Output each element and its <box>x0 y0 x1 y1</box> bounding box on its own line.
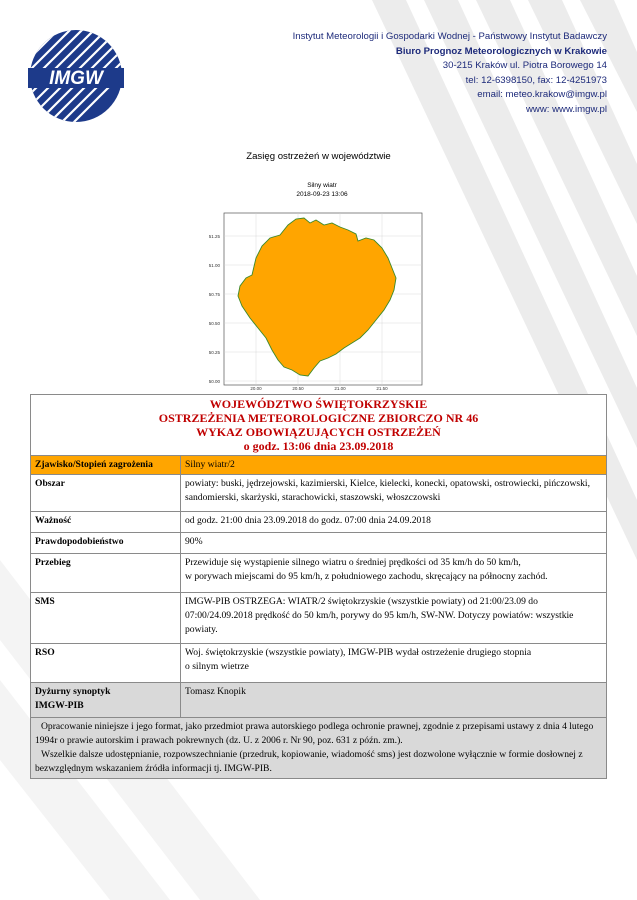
logo-text: IMGW <box>49 68 103 89</box>
institute-header <box>207 30 607 118</box>
rso-line: Woj. świętokrzyskie (wszystkie powiaty), IMGW-PIB wydał ostrzeżenie drugiego stopnia <box>185 647 532 658</box>
area-row <box>31 475 607 512</box>
duty-forecaster-row <box>31 683 607 718</box>
duty-label-line: IMGW-PIB <box>35 700 84 711</box>
bulletin-title-line: WYKAZ OBOWIĄZUJĄCYCH OSTRZEŻEŃ <box>196 425 441 439</box>
rso-value <box>181 644 607 683</box>
course-label: Przebieg <box>31 554 181 593</box>
course-row <box>31 554 607 593</box>
y-tick-label: 51.00 <box>208 263 220 268</box>
probability-row <box>31 533 607 554</box>
sms-value: IMGW-PIB OSTRZEGA: WIATR/2 świętokrzyskie (wszystkie powiaty) od 21:00/23.09 do 07:00/24.09.2018 prędkość do 50 km/h, porywy do 95 km/h, SW-NW. Dotyczy powiatów: wszystkie powiaty. <box>181 593 607 644</box>
y-tick-label: 50.00 <box>208 379 220 384</box>
y-tick-label: 50.25 <box>208 350 220 355</box>
course-line: Przewiduje się wystąpienie silnego wiatru o średniej prędkości od 35 km/h do 50 km/h, <box>185 557 521 568</box>
bulletin-title-line: WOJEWÓDZTWO ŚWIĘTOKRZYSKIE <box>209 397 428 411</box>
rso-line: o silnym wietrze <box>185 661 249 672</box>
bulletin-title-line: o godz. 13:06 dnia 23.09.2018 <box>243 439 394 453</box>
bulletin-title <box>31 395 607 456</box>
phenomenon-label: Zjawisko/Stopień zagrożenia <box>31 456 181 475</box>
warning-table <box>30 394 607 779</box>
duty-label-line: Dyżurny synoptyk <box>35 686 111 697</box>
bulletin-title-line: OSTRZEŻENIA METEOROLOGICZNE ZBIORCZO NR 46 <box>158 411 479 425</box>
office-address: 30-215 Kraków ul. Piotra Borowego 14 <box>442 60 607 72</box>
validity-value: od godz. 21:00 dnia 23.09.2018 do godz. 07:00 dnia 24.09.2018 <box>181 512 607 533</box>
phenomenon-row <box>31 456 607 475</box>
office-email: email: meteo.krakow@imgw.pl <box>477 89 607 101</box>
x-tick-label: 21.00 <box>334 386 346 391</box>
probability-label: Prawdopodobieństwo <box>31 533 181 554</box>
x-tick-label: 20.50 <box>292 386 304 391</box>
validity-row <box>31 512 607 533</box>
sms-label: SMS <box>31 593 181 644</box>
duty-forecaster-name: Tomasz Knopik <box>181 683 607 718</box>
institute-name: Instytut Meteorologii i Gospodarki Wodnej - Państwowy Instytut Badawczy <box>292 31 607 42</box>
rso-row <box>31 644 607 683</box>
y-tick-label: 51.25 <box>208 234 220 239</box>
x-tick-label: 20.00 <box>250 386 262 391</box>
y-tick-label: 50.50 <box>208 321 220 326</box>
duty-forecaster-label <box>31 683 181 718</box>
office-name: Biuro Prognoz Meteorologicznych w Krakowie <box>395 45 607 57</box>
rso-label: RSO <box>31 644 181 683</box>
copyright-paragraph: Wszelkie dalsze udostępnianie, rozpowszechnianie (przedruk, kopiowanie, wiadomość sms) jest dozwolone wyłącznie w formie dosłownej z bezwzględnym wskazaniem źródła informacji tj. IMGW-PIB. <box>35 749 583 774</box>
map-title: Silny wiatr <box>307 182 337 189</box>
x-tick-label: 21.50 <box>376 386 388 391</box>
phenomenon-value: Silny wiatr/2 <box>181 456 607 475</box>
bulletin-title-row <box>31 395 607 456</box>
course-value <box>181 554 607 593</box>
copyright-row <box>31 718 607 779</box>
probability-value: 90% <box>181 533 607 554</box>
map-timestamp: 2018-09-23 13:06 <box>296 191 348 198</box>
sms-row <box>31 593 607 644</box>
area-value: powiaty: buski, jędrzejowski, kazimierski, Kielce, kielecki, konecki, opatowski, ostrowiecki, pińczowski, sandomierski, skarżyski, starachowicki, staszowski, włoszczowski <box>181 475 607 512</box>
office-website: www: www.imgw.pl <box>525 103 607 115</box>
validity-label: Ważność <box>31 512 181 533</box>
warning-map <box>196 178 448 391</box>
y-tick-label: 50.75 <box>208 292 220 297</box>
imgw-logo <box>28 28 124 124</box>
course-line: w porywach miejscami do 95 km/h, z południowego zachodu, skręcający na północny zachód. <box>185 571 548 582</box>
area-label: Obszar <box>31 475 181 512</box>
copyright-notice <box>31 718 607 779</box>
copyright-paragraph: Opracowanie niniejsze i jego format, jako przedmiot prawa autorskiego podlega ochronie prawnej, zgodnie z przepisami ustawy z dnia 4 lutego 1994r o prawie autorskim i prawach pokrewnych (dz. U. z 2006 r. Nr 90, poz. 631 z późn. zm.). <box>35 721 594 746</box>
map-section-title: Zasięg ostrzeżeń w województwie <box>246 151 391 162</box>
office-phone: tel: 12-6398150, fax: 12-4251973 <box>465 74 607 86</box>
